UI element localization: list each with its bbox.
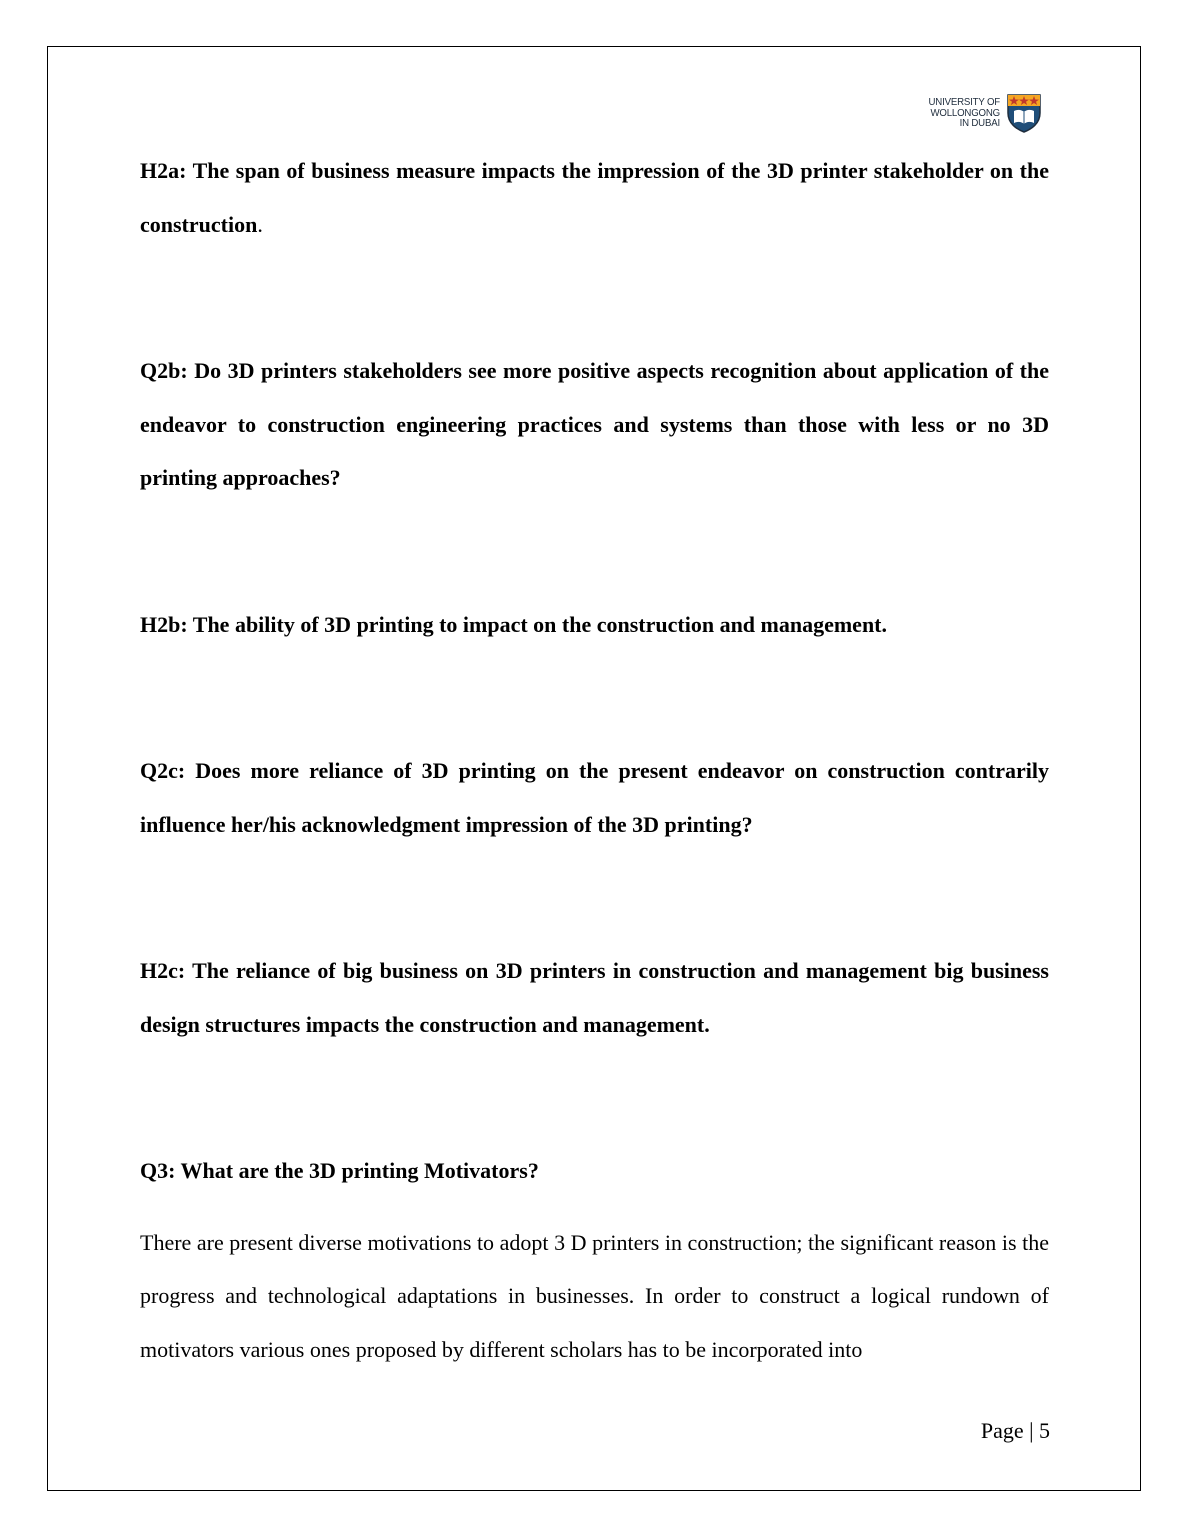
question-q2c: Q2c: Does more reliance of 3D printing on the present endeavor on construction contrarily influence her/his acknowledgment impression of the 3D printing? bbox=[140, 758, 1049, 837]
spacer bbox=[140, 851, 1049, 944]
hypothesis-h2a-text: H2a: The span of business measure impacts the impression of the 3D printer stakeholder on the construction bbox=[140, 158, 1049, 237]
hypothesis-h2b: H2b: The ability of 3D printing to impact on the construction and management. bbox=[140, 611, 888, 637]
page-number: Page | 5 bbox=[980, 1418, 1050, 1443]
logo-line-2: WOLLONGONG bbox=[930, 106, 1000, 119]
spacer bbox=[140, 251, 1049, 344]
question-q3-heading: Q3: What are the 3D printing Motivators? bbox=[140, 1158, 539, 1183]
body-paragraph: There are present diverse motivations to adopt 3 D printers in construction; the significant reason is the progress and technological adaptations in businesses. In order to construct a logical rundown of motivators various ones proposed by different scholars has to be incorporated into bbox=[140, 1229, 1049, 1362]
question-q2b: Q2b: Do 3D printers stakeholders see more positive aspects recognition about application of the endeavor to construction engineering practices and systems than those with less or no 3D printing approaches? bbox=[140, 358, 1049, 490]
spacer bbox=[140, 1051, 1049, 1144]
spacer bbox=[140, 651, 1049, 744]
shield-icon bbox=[1006, 93, 1042, 133]
hypothesis-h2a bbox=[140, 144, 1049, 251]
spacer bbox=[140, 505, 1049, 598]
logo-line-3: IN DUBAI bbox=[959, 117, 1000, 130]
logo-wordmark bbox=[925, 97, 1000, 129]
hypothesis-h2c: H2c: The reliance of big business on 3D printers in construction and management big business design structures impacts the construction and management. bbox=[140, 958, 1049, 1037]
spacer bbox=[140, 1198, 1049, 1216]
document-body bbox=[140, 144, 1049, 1376]
university-logo bbox=[918, 92, 1044, 134]
logo-line-1: UNIVERSITY OF bbox=[928, 96, 1000, 109]
hypothesis-h2a-period: . bbox=[257, 211, 263, 237]
